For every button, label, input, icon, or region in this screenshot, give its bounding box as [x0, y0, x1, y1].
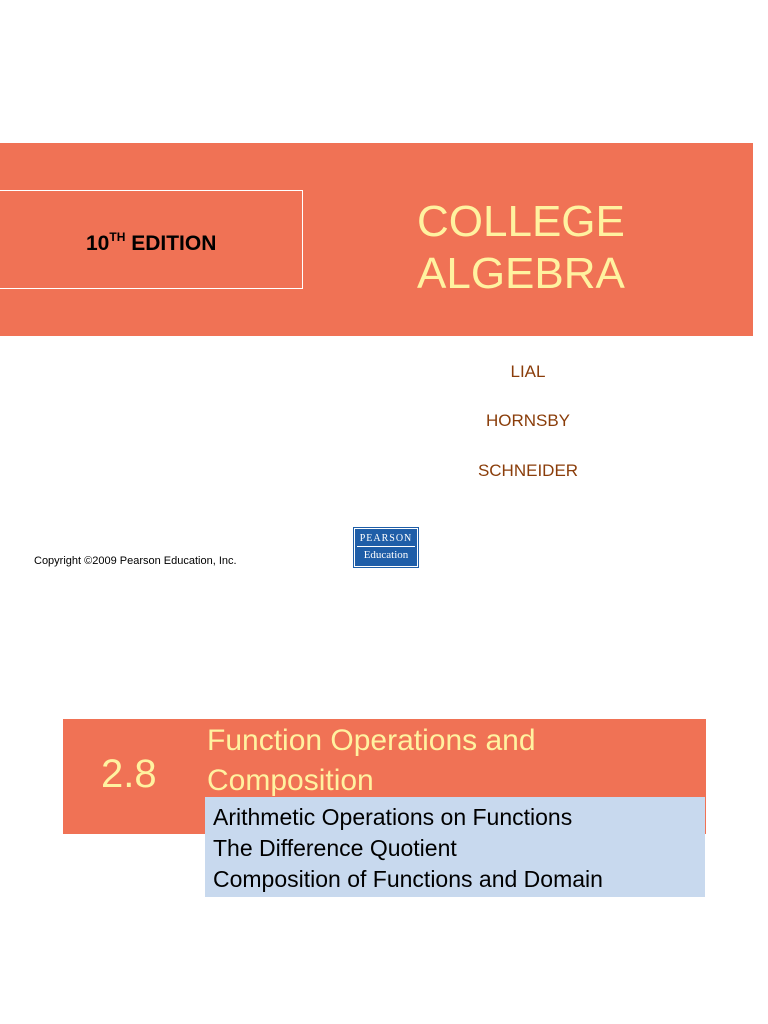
edition-label [86, 230, 216, 256]
pearson-logo [354, 528, 418, 567]
section-topics-box [205, 797, 705, 897]
pearson-logo-divider [357, 546, 415, 547]
pearson-logo-top: PEARSON [359, 533, 413, 544]
edition-suffix: TH [109, 230, 126, 244]
author-schneider: SCHNEIDER [477, 461, 579, 480]
pearson-logo-bottom: Education [363, 549, 409, 561]
section-title [207, 721, 536, 801]
author-lial: LIAL [510, 362, 546, 381]
topic-item: Composition of Functions and Domain [213, 866, 603, 892]
section-title-line-1: Function Operations and [207, 724, 536, 757]
topic-item: The Difference Quotient [213, 835, 457, 861]
author-hornsby: HORNSBY [485, 411, 571, 430]
copyright-notice: Copyright ©2009 Pearson Education, Inc. [34, 555, 237, 567]
edition-word: EDITION [131, 232, 217, 255]
book-title-line-1: COLLEGE [417, 197, 625, 246]
topic-item: Arithmetic Operations on Functions [213, 804, 573, 830]
book-title [417, 196, 625, 300]
book-title-line-2: ALGEBRA [417, 249, 625, 298]
section-title-line-2: Composition [207, 764, 374, 797]
edition-number: 10 [86, 232, 110, 255]
section-number: 2.8 [101, 752, 157, 796]
